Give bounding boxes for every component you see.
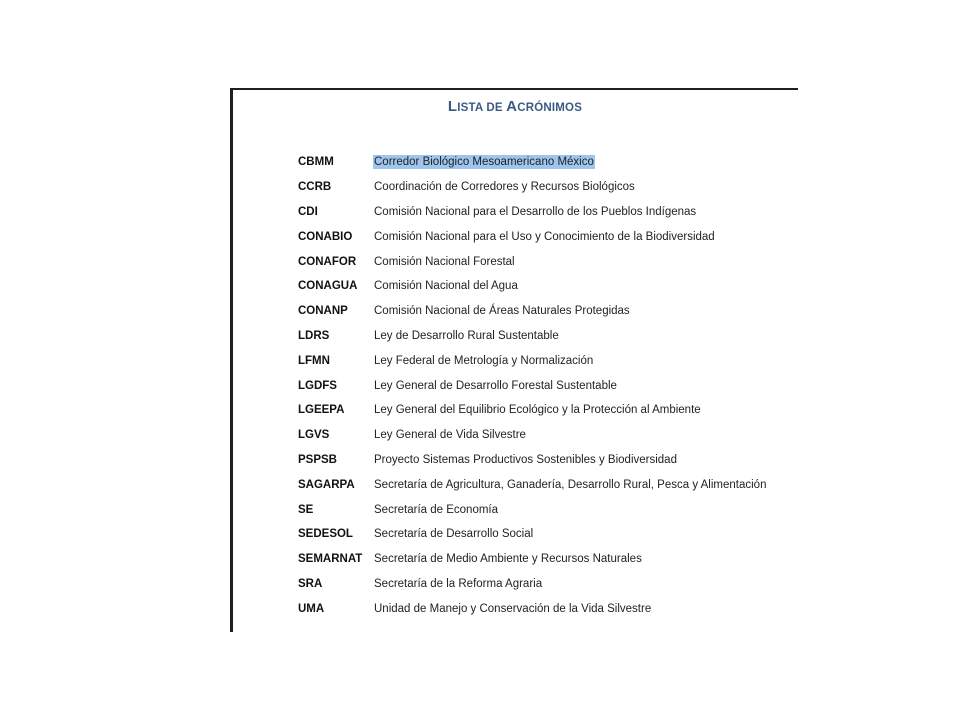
acronym-code: LFMN xyxy=(298,354,330,367)
acronym-row xyxy=(298,572,798,597)
acronym-description: Ley de Desarrollo Rural Sustentable xyxy=(374,329,559,342)
acronym-row xyxy=(298,596,798,621)
document-top-border xyxy=(232,88,798,90)
acronym-code: CONAGUA xyxy=(298,280,358,293)
acronym-description-highlighted: Corredor Biológico Mesoamericano México xyxy=(374,156,594,169)
acronym-row xyxy=(298,150,798,175)
acronym-row xyxy=(298,324,798,349)
acronym-code: SRA xyxy=(298,577,323,590)
acronym-code: LGEEPA xyxy=(298,404,345,417)
acronym-code: LGDFS xyxy=(298,379,337,392)
acronym-code: CCRB xyxy=(298,181,332,194)
acronym-description: Ley General de Desarrollo Forestal Sustentable xyxy=(374,379,617,392)
acronym-description: Ley General de Vida Silvestre xyxy=(374,429,526,442)
acronym-code: UMA xyxy=(298,602,325,615)
acronym-description: Comisión Nacional para el Desarrollo de los Pueblos Indígenas xyxy=(374,205,697,218)
acronym-description: Proyecto Sistemas Productivos Sostenibles y Biodiversidad xyxy=(374,453,677,466)
acronym-code: CBMM xyxy=(298,156,334,169)
acronym-code: CONABIO xyxy=(298,230,353,243)
title-initial-2: A xyxy=(506,98,518,115)
acronym-row xyxy=(298,497,798,522)
title-smallcaps-1: ISTA DE xyxy=(457,102,507,114)
acronym-code: SAGARPA xyxy=(298,478,355,491)
acronym-description: Secretaría de Economía xyxy=(374,503,499,516)
acronym-code: SEMARNAT xyxy=(298,553,363,566)
acronym-code: PSPSB xyxy=(298,453,337,466)
acronym-code: LDRS xyxy=(298,329,330,342)
acronym-description: Comisión Nacional de Áreas Naturales Protegidas xyxy=(374,305,630,318)
acronym-description: Unidad de Manejo y Conservación de la Vida Silvestre xyxy=(374,602,652,615)
acronym-code: CONANP xyxy=(298,305,348,318)
acronym-row xyxy=(298,200,798,225)
acronym-description: Comisión Nacional del Agua xyxy=(374,280,518,293)
acronym-row xyxy=(298,522,798,547)
acronym-row xyxy=(298,398,798,423)
acronym-description: Secretaría de Medio Ambiente y Recursos Naturales xyxy=(374,553,642,566)
acronym-code: LGVS xyxy=(298,429,330,442)
document-title xyxy=(232,96,798,119)
acronym-row xyxy=(298,348,798,373)
acronym-row xyxy=(298,547,798,572)
title-smallcaps-2: CRÓNIMOS xyxy=(517,102,583,114)
acronym-code: SE xyxy=(298,503,314,516)
acronym-description: Comisión Nacional para el Uso y Conocimiento de la Biodiversidad xyxy=(374,230,715,243)
document-left-border xyxy=(230,88,233,632)
acronym-description: Secretaría de la Reforma Agraria xyxy=(374,577,543,590)
acronym-row xyxy=(298,274,798,299)
acronym-list xyxy=(298,150,798,621)
acronym-description: Secretaría de Agricultura, Ganadería, Desarrollo Rural, Pesca y Alimentación xyxy=(374,478,767,491)
acronym-code: CONAFOR xyxy=(298,255,357,268)
title-initial-1: L xyxy=(447,98,458,115)
acronym-description: Ley General del Equilibrio Ecológico y la Protección al Ambiente xyxy=(374,404,701,417)
acronym-row xyxy=(298,423,798,448)
acronym-row xyxy=(298,373,798,398)
acronym-description: Comisión Nacional Forestal xyxy=(374,255,515,268)
acronym-description: Secretaría de Desarrollo Social xyxy=(374,528,534,541)
acronym-row xyxy=(298,175,798,200)
acronym-row xyxy=(298,249,798,274)
acronym-row xyxy=(298,448,798,473)
acronym-code: CDI xyxy=(298,205,318,218)
acronym-row xyxy=(298,472,798,497)
acronym-code: SEDESOL xyxy=(298,528,353,541)
acronym-description: Coordinación de Corredores y Recursos Biológicos xyxy=(374,181,635,194)
acronym-row xyxy=(298,299,798,324)
acronym-row xyxy=(298,224,798,249)
acronym-description: Ley Federal de Metrología y Normalización xyxy=(374,354,594,367)
